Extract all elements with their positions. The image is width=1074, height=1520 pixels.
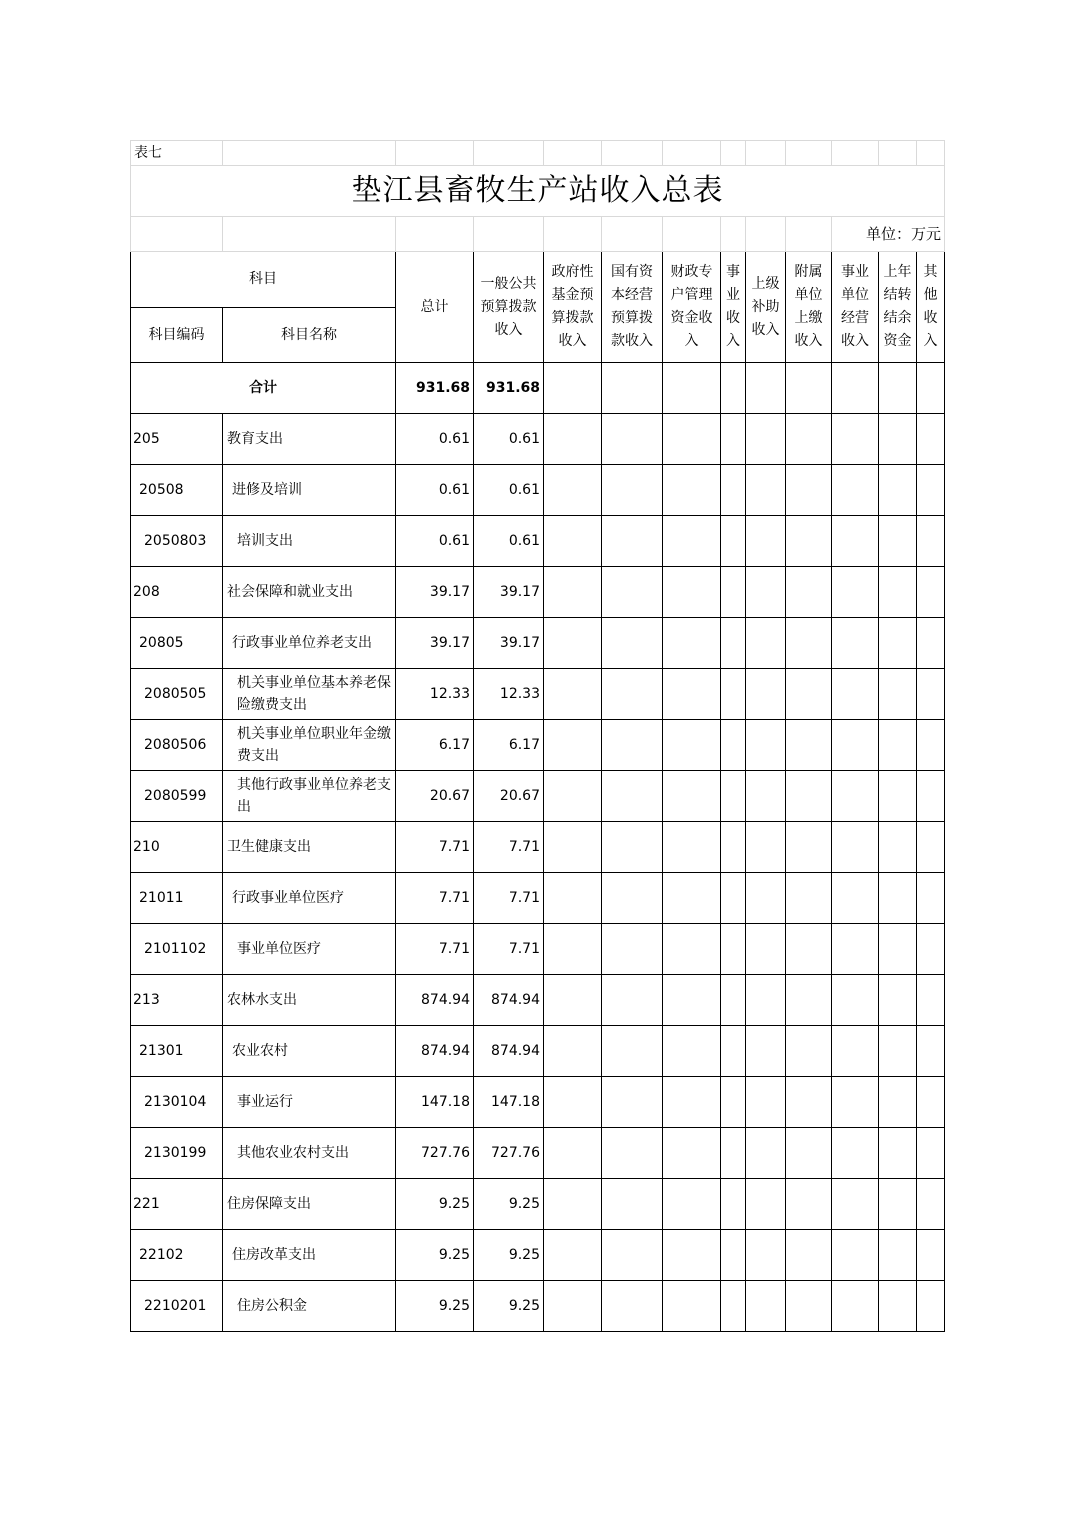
empty-cell — [879, 618, 917, 669]
empty-cell — [663, 618, 721, 669]
row-general-budget: 39.17 — [474, 618, 544, 669]
row-name: 其他农业农村支出 — [223, 1128, 396, 1179]
row-general-budget: 0.61 — [474, 516, 544, 567]
empty-cell — [917, 771, 945, 822]
empty-cell — [721, 924, 746, 975]
unit-label: 单位：万元 — [832, 217, 945, 252]
table-row — [131, 975, 945, 1026]
empty-cell — [544, 618, 602, 669]
empty-cell — [721, 1128, 746, 1179]
row-code: 21011 — [131, 873, 223, 924]
row-name: 进修及培训 — [223, 465, 396, 516]
row-general-budget: 7.71 — [474, 822, 544, 873]
empty-cell — [786, 1026, 832, 1077]
row-total: 0.61 — [396, 465, 474, 516]
empty-cell — [602, 1128, 663, 1179]
header-name: 科目名称 — [223, 308, 396, 363]
row-total: 6.17 — [396, 720, 474, 771]
header-affiliated: 附属单位上缴收入 — [786, 252, 832, 363]
table-row — [131, 873, 945, 924]
header-state-capital: 国有资本经营预算拨款收入 — [602, 252, 663, 363]
empty-cell — [721, 975, 746, 1026]
row-code: 21301 — [131, 1026, 223, 1077]
empty-cell — [721, 669, 746, 720]
empty-cell — [544, 414, 602, 465]
row-total: 147.18 — [396, 1077, 474, 1128]
empty-cell — [721, 1077, 746, 1128]
empty-cell — [879, 414, 917, 465]
empty-cell — [663, 1128, 721, 1179]
table-row — [131, 1077, 945, 1128]
empty-cell — [917, 465, 945, 516]
empty-cell — [879, 516, 917, 567]
empty-cell — [879, 924, 917, 975]
row-general-budget: 7.71 — [474, 873, 544, 924]
empty-cell — [746, 1230, 786, 1281]
empty-cell — [746, 669, 786, 720]
empty-cell — [663, 1281, 721, 1332]
table-row — [131, 567, 945, 618]
empty-cell — [832, 1230, 879, 1281]
empty-cell — [879, 669, 917, 720]
empty-cell — [746, 873, 786, 924]
table-row — [131, 1179, 945, 1230]
row-total: 39.17 — [396, 618, 474, 669]
table-row — [131, 618, 945, 669]
data-rows — [131, 414, 945, 1332]
row-general-budget: 9.25 — [474, 1179, 544, 1230]
row-total: 0.61 — [396, 414, 474, 465]
row-total: 874.94 — [396, 975, 474, 1026]
empty-cell — [544, 1026, 602, 1077]
empty-cell — [544, 465, 602, 516]
table-row — [131, 924, 945, 975]
empty-cell — [832, 771, 879, 822]
empty-cell — [544, 1128, 602, 1179]
table-row — [131, 465, 945, 516]
empty-cell — [602, 720, 663, 771]
empty-cell — [663, 720, 721, 771]
empty-cell — [786, 873, 832, 924]
row-name: 住房公积金 — [223, 1281, 396, 1332]
empty-cell — [602, 567, 663, 618]
empty-cell — [879, 567, 917, 618]
empty-cell — [832, 1026, 879, 1077]
empty-cell — [786, 414, 832, 465]
table-row — [131, 771, 945, 822]
empty-cell — [746, 924, 786, 975]
empty-cell — [544, 771, 602, 822]
empty-cell — [786, 1230, 832, 1281]
header-business: 事业收入 — [721, 252, 746, 363]
empty-cell — [917, 873, 945, 924]
empty-cell — [663, 567, 721, 618]
empty-cell — [721, 414, 746, 465]
empty-cell — [832, 873, 879, 924]
summary-general-budget: 931.68 — [474, 363, 544, 414]
row-general-budget: 9.25 — [474, 1230, 544, 1281]
empty-cell — [879, 1077, 917, 1128]
summary-total: 931.68 — [396, 363, 474, 414]
row-total: 12.33 — [396, 669, 474, 720]
row-total: 7.71 — [396, 822, 474, 873]
empty-cell — [602, 822, 663, 873]
row-code: 210 — [131, 822, 223, 873]
header-operation: 事业单位经营收入 — [832, 252, 879, 363]
row-general-budget: 6.17 — [474, 720, 544, 771]
row-name: 住房改革支出 — [223, 1230, 396, 1281]
empty-cell — [832, 669, 879, 720]
empty-cell — [663, 975, 721, 1026]
row-name: 卫生健康支出 — [223, 822, 396, 873]
empty-cell — [663, 1179, 721, 1230]
empty-cell — [544, 873, 602, 924]
empty-cell — [917, 618, 945, 669]
empty-cell — [786, 822, 832, 873]
empty-cell — [721, 1026, 746, 1077]
row-name: 事业运行 — [223, 1077, 396, 1128]
row-name: 培训支出 — [223, 516, 396, 567]
row-code: 20508 — [131, 465, 223, 516]
empty-cell — [544, 1077, 602, 1128]
empty-cell — [602, 1026, 663, 1077]
header-gov-fund: 政府性基金预算拨款收入 — [544, 252, 602, 363]
empty-cell — [746, 618, 786, 669]
empty-cell — [721, 618, 746, 669]
row-total: 874.94 — [396, 1026, 474, 1077]
empty-cell — [879, 1179, 917, 1230]
empty-cell — [544, 1179, 602, 1230]
empty-cell — [832, 822, 879, 873]
table-row — [131, 1230, 945, 1281]
row-name: 教育支出 — [223, 414, 396, 465]
row-total: 7.71 — [396, 924, 474, 975]
empty-cell — [602, 924, 663, 975]
row-general-budget: 20.67 — [474, 771, 544, 822]
empty-cell — [544, 516, 602, 567]
empty-cell — [721, 567, 746, 618]
header-other: 其他收入 — [917, 252, 945, 363]
empty-cell — [879, 1026, 917, 1077]
row-general-budget: 0.61 — [474, 465, 544, 516]
empty-cell — [879, 771, 917, 822]
income-summary-sheet — [130, 140, 944, 1332]
row-code: 2210201 — [131, 1281, 223, 1332]
table-row — [131, 1128, 945, 1179]
empty-cell — [917, 720, 945, 771]
row-general-budget: 727.76 — [474, 1128, 544, 1179]
header-subject: 科目 — [131, 252, 396, 308]
empty-cell — [721, 822, 746, 873]
empty-cell — [663, 1230, 721, 1281]
header-superior-subsidy: 上级补助收入 — [746, 252, 786, 363]
empty-cell — [746, 516, 786, 567]
header-fiscal-special: 财政专户管理资金收入 — [663, 252, 721, 363]
empty-cell — [663, 1026, 721, 1077]
row-name: 住房保障支出 — [223, 1179, 396, 1230]
empty-cell — [663, 924, 721, 975]
empty-cell — [602, 975, 663, 1026]
row-general-budget: 9.25 — [474, 1281, 544, 1332]
empty-cell — [917, 516, 945, 567]
row-code: 2080599 — [131, 771, 223, 822]
empty-cell — [544, 1281, 602, 1332]
row-code: 213 — [131, 975, 223, 1026]
row-name: 行政事业单位养老支出 — [223, 618, 396, 669]
empty-cell — [602, 618, 663, 669]
empty-cell — [746, 1128, 786, 1179]
empty-cell — [746, 822, 786, 873]
empty-cell — [786, 669, 832, 720]
empty-cell — [721, 873, 746, 924]
empty-cell — [663, 873, 721, 924]
empty-cell — [746, 1179, 786, 1230]
row-name: 机关事业单位基本养老保险缴费支出 — [223, 669, 396, 720]
row-total: 9.25 — [396, 1230, 474, 1281]
row-total: 20.67 — [396, 771, 474, 822]
row-general-budget: 39.17 — [474, 567, 544, 618]
header-code: 科目编码 — [131, 308, 223, 363]
empty-cell — [786, 924, 832, 975]
empty-cell — [663, 1077, 721, 1128]
table-row — [131, 1026, 945, 1077]
empty-cell — [786, 1281, 832, 1332]
empty-cell — [544, 975, 602, 1026]
table-row — [131, 516, 945, 567]
row-name: 事业单位医疗 — [223, 924, 396, 975]
empty-cell — [832, 1077, 879, 1128]
header-total: 总计 — [396, 252, 474, 363]
empty-cell — [544, 822, 602, 873]
empty-cell — [544, 1230, 602, 1281]
empty-cell — [746, 1077, 786, 1128]
empty-cell — [879, 1128, 917, 1179]
row-code: 2050803 — [131, 516, 223, 567]
header-carryover: 上年结转结余资金 — [879, 252, 917, 363]
empty-cell — [786, 975, 832, 1026]
empty-cell — [917, 822, 945, 873]
empty-cell — [832, 1179, 879, 1230]
empty-cell — [746, 465, 786, 516]
table-row — [131, 669, 945, 720]
empty-cell — [832, 1281, 879, 1332]
row-total: 7.71 — [396, 873, 474, 924]
row-name: 行政事业单位医疗 — [223, 873, 396, 924]
empty-cell — [746, 1026, 786, 1077]
summary-label: 合计 — [131, 363, 396, 414]
row-code: 2080505 — [131, 669, 223, 720]
empty-cell — [917, 1026, 945, 1077]
empty-cell — [544, 669, 602, 720]
empty-cell — [663, 822, 721, 873]
empty-cell — [602, 1281, 663, 1332]
empty-cell — [917, 1179, 945, 1230]
empty-cell — [602, 1179, 663, 1230]
empty-cell — [832, 567, 879, 618]
empty-cell — [786, 771, 832, 822]
row-general-budget: 7.71 — [474, 924, 544, 975]
income-summary-table — [130, 140, 945, 1332]
row-general-budget: 12.33 — [474, 669, 544, 720]
row-code: 205 — [131, 414, 223, 465]
empty-cell — [917, 924, 945, 975]
empty-cell — [663, 771, 721, 822]
empty-cell — [917, 975, 945, 1026]
row-code: 221 — [131, 1179, 223, 1230]
empty-cell — [832, 414, 879, 465]
row-code: 208 — [131, 567, 223, 618]
empty-cell — [832, 1128, 879, 1179]
empty-cell — [786, 1077, 832, 1128]
empty-cell — [663, 414, 721, 465]
empty-cell — [786, 516, 832, 567]
empty-cell — [746, 1281, 786, 1332]
empty-cell — [832, 618, 879, 669]
empty-cell — [917, 1077, 945, 1128]
empty-cell — [663, 516, 721, 567]
empty-cell — [721, 771, 746, 822]
empty-cell — [786, 720, 832, 771]
empty-cell — [721, 1179, 746, 1230]
empty-cell — [832, 924, 879, 975]
empty-cell — [786, 1179, 832, 1230]
empty-cell — [832, 975, 879, 1026]
row-total: 727.76 — [396, 1128, 474, 1179]
row-name: 其他行政事业单位养老支出 — [223, 771, 396, 822]
empty-cell — [917, 1230, 945, 1281]
row-general-budget: 874.94 — [474, 1026, 544, 1077]
empty-cell — [879, 1281, 917, 1332]
empty-cell — [786, 618, 832, 669]
row-general-budget: 147.18 — [474, 1077, 544, 1128]
empty-cell — [917, 1128, 945, 1179]
empty-cell — [721, 1281, 746, 1332]
row-code: 22102 — [131, 1230, 223, 1281]
row-code: 2130199 — [131, 1128, 223, 1179]
empty-cell — [602, 516, 663, 567]
empty-cell — [602, 669, 663, 720]
empty-cell — [602, 414, 663, 465]
empty-cell — [663, 669, 721, 720]
row-total: 9.25 — [396, 1281, 474, 1332]
row-total: 0.61 — [396, 516, 474, 567]
page-title: 垫江县畜牧生产站收入总表 — [131, 166, 945, 217]
empty-cell — [721, 465, 746, 516]
empty-cell — [879, 975, 917, 1026]
empty-cell — [879, 1230, 917, 1281]
empty-cell — [602, 771, 663, 822]
row-name: 社会保障和就业支出 — [223, 567, 396, 618]
empty-cell — [746, 975, 786, 1026]
empty-cell — [917, 414, 945, 465]
row-general-budget: 0.61 — [474, 414, 544, 465]
empty-cell — [746, 414, 786, 465]
empty-cell — [746, 567, 786, 618]
empty-cell — [746, 720, 786, 771]
table-row — [131, 1281, 945, 1332]
empty-cell — [602, 1230, 663, 1281]
empty-cell — [663, 465, 721, 516]
empty-cell — [602, 873, 663, 924]
table-row — [131, 414, 945, 465]
empty-cell — [721, 720, 746, 771]
empty-cell — [721, 516, 746, 567]
table-number: 表七 — [131, 141, 223, 166]
row-name: 农业农村 — [223, 1026, 396, 1077]
header-general-budget: 一般公共预算拨款收入 — [474, 252, 544, 363]
empty-cell — [879, 873, 917, 924]
empty-cell — [917, 669, 945, 720]
row-total: 39.17 — [396, 567, 474, 618]
empty-cell — [602, 465, 663, 516]
row-name: 农林水支出 — [223, 975, 396, 1026]
row-code: 20805 — [131, 618, 223, 669]
empty-cell — [746, 771, 786, 822]
empty-cell — [786, 567, 832, 618]
empty-cell — [544, 567, 602, 618]
table-row — [131, 822, 945, 873]
row-general-budget: 874.94 — [474, 975, 544, 1026]
empty-cell — [832, 720, 879, 771]
empty-cell — [879, 720, 917, 771]
empty-cell — [879, 822, 917, 873]
empty-cell — [786, 465, 832, 516]
empty-cell — [917, 567, 945, 618]
row-total: 9.25 — [396, 1179, 474, 1230]
row-code: 2101102 — [131, 924, 223, 975]
empty-cell — [832, 516, 879, 567]
empty-cell — [602, 1077, 663, 1128]
empty-cell — [832, 465, 879, 516]
table-row — [131, 720, 945, 771]
row-name: 机关事业单位职业年金缴费支出 — [223, 720, 396, 771]
row-code: 2130104 — [131, 1077, 223, 1128]
row-code: 2080506 — [131, 720, 223, 771]
empty-cell — [879, 465, 917, 516]
empty-cell — [786, 1128, 832, 1179]
empty-cell — [917, 1281, 945, 1332]
empty-cell — [544, 720, 602, 771]
empty-cell — [721, 1230, 746, 1281]
empty-cell — [544, 924, 602, 975]
